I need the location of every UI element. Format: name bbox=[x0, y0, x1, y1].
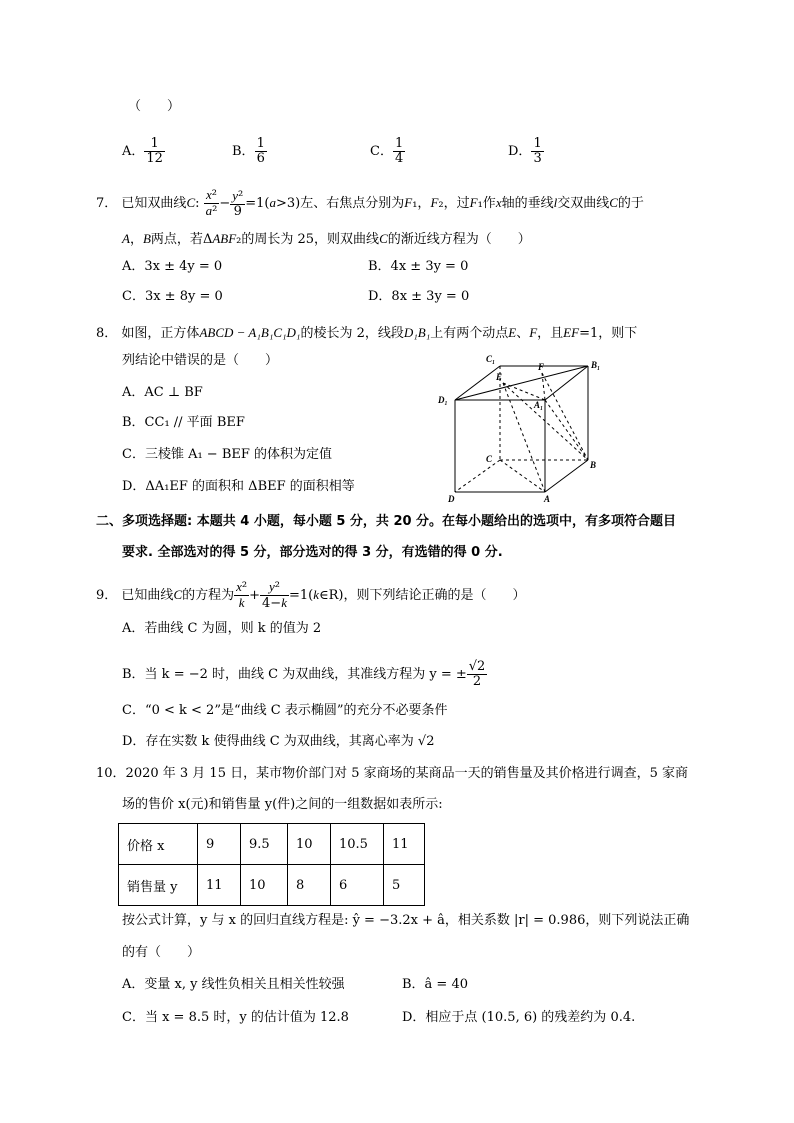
label-e: E bbox=[496, 372, 503, 382]
section2-heading-line1: 二、多项选择题: 本题共 4 小题，每小题 5 分，共 20 分。在每小题给出的选项中，有多项符合题目 bbox=[96, 514, 677, 529]
label-a: A bbox=[544, 494, 551, 504]
table-cell: 10 bbox=[288, 824, 331, 865]
table-cell: 6 bbox=[331, 865, 384, 906]
table-cell: 8 bbox=[288, 865, 331, 906]
q8-line2: 列结论中错误的是（ ） bbox=[122, 353, 279, 368]
table-cell: 9 bbox=[198, 824, 241, 865]
table-cell: 价格 x bbox=[119, 824, 198, 865]
q6-paren: （ ） bbox=[128, 99, 181, 114]
q9-option-a[interactable]: A．若曲线 C 为圆，则 k 的值为 2 bbox=[122, 621, 322, 636]
section2-heading-line2: 要求. 全部选对的得 5 分，部分选对的得 3 分，有选错的得 0 分. bbox=[122, 545, 503, 560]
label-b: B bbox=[590, 460, 597, 470]
q10-line3: 按公式计算，y 与 x 的回归直线方程是: ŷ = −3.2x + â，相关系数 |r| = 0.986，则下列说法正确 bbox=[122, 913, 690, 928]
q10-line1: 10．2020 年 3 月 15 日，某市物价部门对 5 家商场的某商品一天的销售量及其价格进行调查，5 家商 bbox=[96, 766, 689, 781]
q7-option-a[interactable]: A．3x ± 4y = 0 bbox=[122, 259, 223, 274]
data-table bbox=[118, 823, 425, 906]
q10-option-d[interactable]: D．相应于点 (10.5, 6) 的残差约为 0.4. bbox=[402, 1010, 636, 1025]
table-cell: 9.5 bbox=[241, 824, 288, 865]
q7-option-c[interactable]: C．3x ± 8y = 0 bbox=[122, 289, 223, 304]
table-cell: 10.5 bbox=[331, 824, 384, 865]
q9-option-b[interactable]: B．当 k = −2 时，曲线 C 为双曲线，其准线方程为 y = ± $\frac{√2}{2}$ bbox=[122, 659, 486, 689]
q6-option-c[interactable]: C． $\frac{1}{4}$ bbox=[370, 136, 404, 166]
table-row bbox=[119, 865, 425, 906]
label-f: F bbox=[538, 362, 545, 372]
table-cell: 销售量 y bbox=[119, 865, 198, 906]
label-d1: D₁ bbox=[438, 395, 448, 405]
q6-option-b[interactable]: B． $\frac{1}{6}$ bbox=[232, 136, 265, 166]
q8-option-c[interactable]: C．三棱锥 A₁ − BEF 的体积为定值 bbox=[122, 447, 333, 462]
q9-option-c[interactable]: C．“0 < k < 2”是“曲线 C 表示椭圆”的充分不必要条件 bbox=[122, 703, 448, 718]
label-c1: C₁ bbox=[486, 354, 496, 364]
q9-line1: 9． 已知曲线C的方程为 $\frac{\text{x²}}{k}$ + $\frac{\text{y²}}{4-k}$ =1(k∈R)，则下列结论正确的是（ ） bbox=[96, 579, 526, 611]
label-b1: B₁ bbox=[591, 360, 601, 370]
table-cell: 10 bbox=[241, 865, 288, 906]
q7-line2: A，B两点，若ΔABF₂的周长为 25，则双曲线C的渐近线方程为（ ） bbox=[122, 231, 531, 247]
table-cell: 11 bbox=[384, 824, 425, 865]
q9-option-d[interactable]: D．存在实数 k 使得曲线 C 为双曲线，其离心率为 √2 bbox=[122, 734, 435, 749]
q8-option-b[interactable]: B．CC₁ // 平面 BEF bbox=[122, 415, 245, 430]
label-c: C bbox=[486, 454, 493, 464]
table-cell: 5 bbox=[384, 865, 425, 906]
q8-option-a[interactable]: A．AC ⊥ BF bbox=[122, 385, 203, 400]
q7-line1: 7． 已知双曲线C: $\frac{\text{x²}}{\text{a²}}$ − $\frac{\text{y²}}{9}$ =1(a>3)左、右焦点分别为F₁，F₂，过F₁作x轴的垂线l交双曲线C的于 bbox=[96, 187, 644, 219]
q6-option-d[interactable]: D． $\frac{1}{3}$ bbox=[508, 136, 542, 166]
table-cell: 11 bbox=[198, 865, 241, 906]
q7-option-d[interactable]: D．8x ± 3y = 0 bbox=[368, 289, 470, 304]
q10-option-a[interactable]: A．变量 x, y 线性负相关且相关性较强 bbox=[122, 977, 345, 992]
q7-option-b[interactable]: B．4x ± 3y = 0 bbox=[368, 259, 469, 274]
table-row bbox=[119, 824, 425, 865]
q6-option-a[interactable]: A． $\frac{1}{12}$ bbox=[122, 136, 163, 166]
label-a1: A₁ bbox=[534, 400, 544, 410]
q8-option-d[interactable]: D．ΔA₁EF 的面积和 ΔBEF 的面积相等 bbox=[122, 479, 355, 494]
cube-figure bbox=[430, 350, 610, 505]
q10-option-c[interactable]: C．当 x = 8.5 时，y 的估计值为 12.8 bbox=[122, 1010, 349, 1025]
q10-option-b[interactable]: B．â = 40 bbox=[402, 977, 469, 992]
q8-line1: 8． 如图，正方体ABCD − A₁B₁C₁D₁的棱长为 2，线段D₁B₁上有两个动点E、F，且EF=1，则下 bbox=[96, 325, 638, 341]
label-d: D bbox=[448, 494, 455, 504]
q10-line4: 的有（ ） bbox=[122, 945, 201, 960]
q10-line2: 场的售价 x(元)和销售量 y(件)之间的一组数据如表所示: bbox=[122, 797, 443, 812]
